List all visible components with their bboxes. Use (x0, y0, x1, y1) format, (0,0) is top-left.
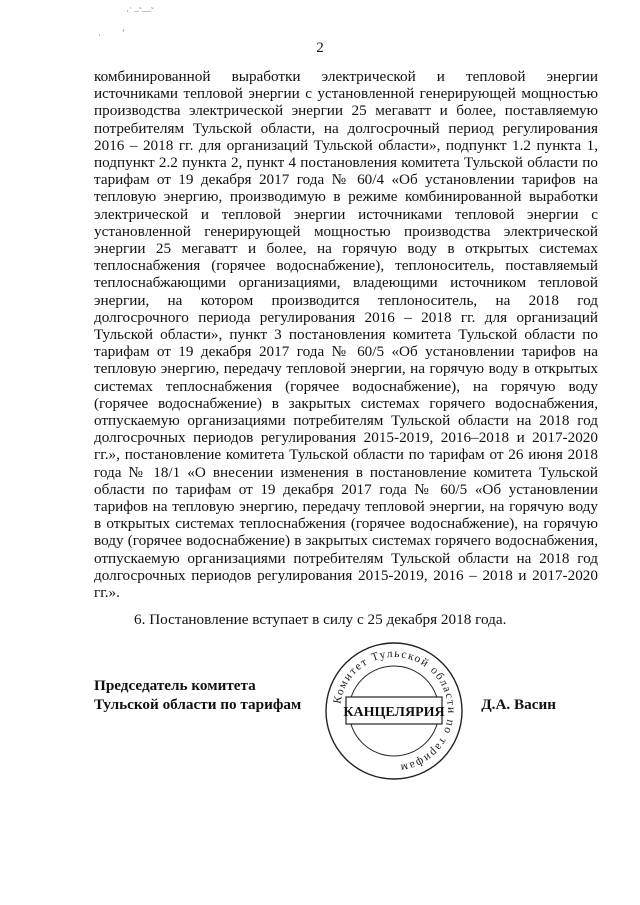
body-line: Тульской области», пункт 3 постановления комитета Тульской области по (94, 326, 598, 344)
signer-name: Д.А. Васин (481, 696, 556, 713)
body-line: воду (горячее водоснабжение) в закрытых системах горячего водоснабжения, (94, 532, 598, 550)
body-line: установленной генерирующей мощностью производства электрической (94, 222, 598, 240)
body-line: отпускаемую организациями потребителям Тульской области на 2018 год (94, 549, 598, 567)
stamp-ring-text: Комитет Тульской области по тарифам (331, 647, 458, 774)
signer-title-line2: Тульской области по тарифам (94, 696, 302, 713)
body-line: потребителям Тульской области, на долгосрочный период регулирования (94, 119, 598, 137)
signer-title-line1: Председатель комитета (94, 677, 256, 694)
document-body (94, 68, 598, 629)
body-line: года № 18/1 «О внесении изменения в постановление комитета Тульской (94, 463, 598, 481)
body-line: 2016 – 2018 гг. для организаций Тульской области», подпункт 1.2 пункта 1, (94, 136, 598, 154)
scan-mark-left: · (98, 30, 101, 40)
body-line: подпункт 2.2 пункта 2, пункт 4 постановления комитета Тульской области по (94, 154, 598, 172)
body-line: энергии, на котором производится теплоноситель, на 2018 год (94, 291, 598, 309)
page-number: 2 (316, 40, 324, 56)
body-line: отпускаемую организациями потребителям Тульской области на 2018 год (94, 412, 598, 430)
body-line: системах теплоснабжения (горячее водоснабжение), на горячую воду (94, 377, 598, 395)
scan-mark-top: ·˙ ‒˜—˜ (126, 6, 154, 16)
body-line: комбинированной выработки электрической и тепловой энергии (94, 68, 598, 85)
body-line: долгосрочных периодов регулирования 2015-2019, 2016 – 2018 и 2017-2020 (94, 566, 598, 584)
office-stamp (319, 636, 469, 786)
scan-mark-left-2: ʼ (122, 28, 125, 38)
body-line-last: гг.». (94, 584, 120, 602)
body-line: области по тарифам от 19 декабря 2017 года № 60/5 «Об установлении (94, 480, 598, 498)
paragraph-6: 6. Постановление вступает в силу с 25 декабря 2018 года. (134, 611, 507, 629)
body-line: производства электрической энергии 25 мегаватт и более, поставляемую (94, 102, 598, 120)
signer-title (94, 676, 301, 714)
stamp-center-text: КАНЦЕЛЯРИЯ (343, 705, 445, 720)
body-line: энергии 25 мегаватт и более, на горячую воду в открытых системах (94, 240, 598, 258)
body-line: тарифам от 19 декабря 2017 года № 60/5 «Об установлении тарифов на (94, 343, 598, 361)
body-line: (горячее водоснабжение) в закрытых системах горячего водоснабжения, (94, 394, 598, 412)
body-line: долгосрочного периода регулирования 2016 – 2018 гг. для организаций (94, 308, 598, 326)
body-line: источниками тепловой энергии с установленной генерирующей мощностью (94, 85, 598, 103)
body-line: электрической и тепловой энергии источниками тепловой энергии с (94, 205, 598, 223)
body-line: долгосрочных периодов регулирования 2015-2019, 2016–2018 и 2017-2020 (94, 429, 598, 447)
paragraph-5-continuation (94, 68, 598, 601)
body-line: тепловую энергию, передачу тепловой энергии, на горячую воду в открытых (94, 360, 598, 378)
body-line: теплоснабжающими организациями, владеющими источником тепловой (94, 274, 598, 292)
body-line: в открытых системах теплоснабжения (горячее водоснабжение), на горячую (94, 515, 598, 533)
body-line: тарифам от 19 декабря 2017 года № 60/4 «Об установлении тарифов на (94, 171, 598, 189)
body-line: гг.», постановление комитета Тульской области по тарифам от 26 июня 2018 (94, 446, 598, 464)
signature-block (94, 647, 598, 776)
body-line: тарифов на тепловую энергию, передачу тепловой энергии, на горячую воду (94, 498, 598, 516)
body-line: теплоснабжения (горячее водоснабжение), теплоноситель, поставляемый (94, 257, 598, 275)
body-line: тепловую энергию, производимую в режиме комбинированной выработки (94, 188, 598, 206)
